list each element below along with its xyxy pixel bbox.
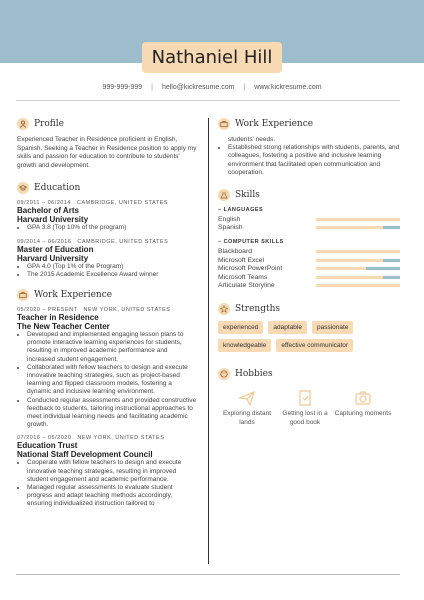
work-entry [17,435,197,508]
education-heading [17,182,197,194]
column-divider [208,118,209,564]
skill-row [218,264,402,273]
languages-list [218,215,402,232]
school-name: Harvard University [17,215,89,225]
strength-tag: adaptable [268,321,307,334]
hobby-label: Getting lost in a good book [282,410,328,426]
skill-level-bar [316,259,400,262]
entry-dates: 09/2011 – 06/2014 [17,200,71,207]
skill-category: – LANGUAGES [218,207,264,214]
skill-row [218,273,402,282]
entry-location: CAMBRIDGE, UNITED STATES [77,238,169,245]
skill-category: – COMPUTER SKILLS [218,239,284,246]
left-column [17,118,197,509]
skill-name: Microsoft PowerPoint [218,265,283,273]
profile-heading [17,118,197,130]
section-title: Hobbies [235,369,273,380]
email-text: hello@kickresume.com [161,84,235,91]
list-item: • Established strong relationships with students, parents, and colleagues, fostering a positive and inclusive learning environment that facilitated open communication and cooperation. [228,144,402,177]
entry-dates: 09/2014 – 06/2016 [17,238,72,245]
skill-name: Articulate Storyline [218,282,275,290]
skill-level-bar [316,267,400,270]
degree-title: Bachelor of Arts [17,206,79,216]
skill-row [218,224,402,233]
skill-level-marker [383,259,400,262]
list-item: • GPA 3.8 (Top 10% of the program) [27,224,197,232]
footer-divider [16,574,400,575]
degree-title: Master of Education [17,244,94,254]
skill-row [218,282,402,291]
section-title: Education [34,183,81,194]
entry-location: NEW YORK, UNITED STATES [77,435,165,442]
work-continued-heading [218,118,402,130]
header-divider [16,100,400,101]
website-text: www.kickresume.com [254,84,322,91]
list-item: • Collaborated with fellow teachers to design and execute innovative teaching strategies, such as project-based learning and flipped classroom models, fostering a dynamic and inclusive learning environment. [27,364,197,397]
section-title: Work Experience [235,119,314,129]
skill-row [218,247,402,256]
skill-name: Spanish [218,224,243,232]
strength-tags [218,321,398,352]
book-icon [276,388,334,408]
contact-line [0,84,424,91]
hobby-item [218,388,276,427]
skills-heading [218,189,402,201]
computer-skills-list [218,247,402,290]
strength-tag: effective communicator [276,339,353,352]
skill-name: Microsoft Excel [218,256,265,264]
list-item: • Developed and implemented engaging lesson plans to promote interactive learning experiences for students, resulting in improved academic performance and increased student engagement. [27,331,197,364]
list-item: • Conducted regular assessments and provided constructive feedback to students, tailoring instructional approaches to meet individual learning needs and facilitating academic growth. [27,397,197,430]
section-title: Skills [235,190,260,201]
section-title: Work Experience [34,289,113,300]
work-entry [17,307,197,429]
skill-level-bar [316,250,400,253]
strength-tag: knowledgeable [218,339,271,352]
right-column [218,118,402,427]
phone-text: 999-999-999 [102,84,143,91]
skill-row [218,215,402,224]
hobby-label: Capturing moments [334,410,392,418]
strengths-heading [218,303,402,315]
skill-level-marker [383,226,400,229]
separator: | [151,84,153,91]
skill-row [218,256,402,265]
briefcase-icon [17,289,29,301]
separator: | [243,84,246,91]
job-title: Education Trust [17,441,78,451]
skill-level-bar [316,218,400,221]
education-entry [17,239,197,279]
entry-dates: 05/2020 – PRESENT [17,306,78,313]
list-item: • GPA 4.0 (Top 1% of the Program) [27,263,197,271]
skill-level-marker [366,267,400,270]
strength-tag: experienced [218,321,263,334]
flask-icon [218,189,230,201]
education-entry [17,200,197,232]
organization-name: The New Teacher Center [17,321,110,331]
hobby-item [334,388,392,427]
camera-icon [334,388,392,408]
profile-text: Experienced Teacher in Residence proficient in English, Spanish. Seeking a Teacher in Residence position to apply my skills and passion for education to contribute to students' growth and development. [17,136,197,169]
hobby-label: Exploring distant lands [222,410,272,426]
skill-name: Blackboard [218,248,253,255]
section-title: Profile [34,119,64,129]
graduation-cap-icon [17,182,29,194]
school-name: Harvard University [17,253,89,263]
strength-tag: passionate [312,321,353,334]
person-icon [17,118,29,130]
plane-icon [218,388,276,408]
star-icon [218,303,230,315]
skill-level-bar [316,276,400,279]
briefcase-icon [218,118,230,130]
section-title: Strengths [235,304,280,315]
hobbies-list [218,388,402,427]
skill-name: Microsoft Teams [218,273,268,281]
name-title: Nathaniel Hill [142,42,282,73]
entry-dates: 07/2016 – 05/2020 [17,435,72,442]
organization-name: National Staff Development Council [17,450,153,460]
skill-level-marker [383,276,400,279]
hobby-item [276,388,334,427]
hobbies-heading [218,368,402,380]
palette-icon [218,368,230,380]
entry-location: CAMBRIDGE, UNITED STATES [76,200,168,207]
job-title: Teacher in Residence [17,312,99,322]
work-heading [17,289,197,301]
skill-level-bar [316,226,400,229]
list-item: • The 2015 Academic Excellence Award winner [27,271,197,279]
skill-name: English [218,215,241,223]
list-item: • Cooperate with fellow teachers to design and execute innovative teaching strategies, resulting in improved student engagement and academic performance. [27,459,197,484]
list-item: • Managed regular assessments to evaluate student progress and adapt teaching methods accordingly, ensuring individualized instruction tailored to [27,484,197,509]
skill-level-bar [316,284,400,287]
entry-location: NEW YORK, UNITED STATES [83,306,171,313]
list-item-continued: students' needs. [228,136,276,143]
